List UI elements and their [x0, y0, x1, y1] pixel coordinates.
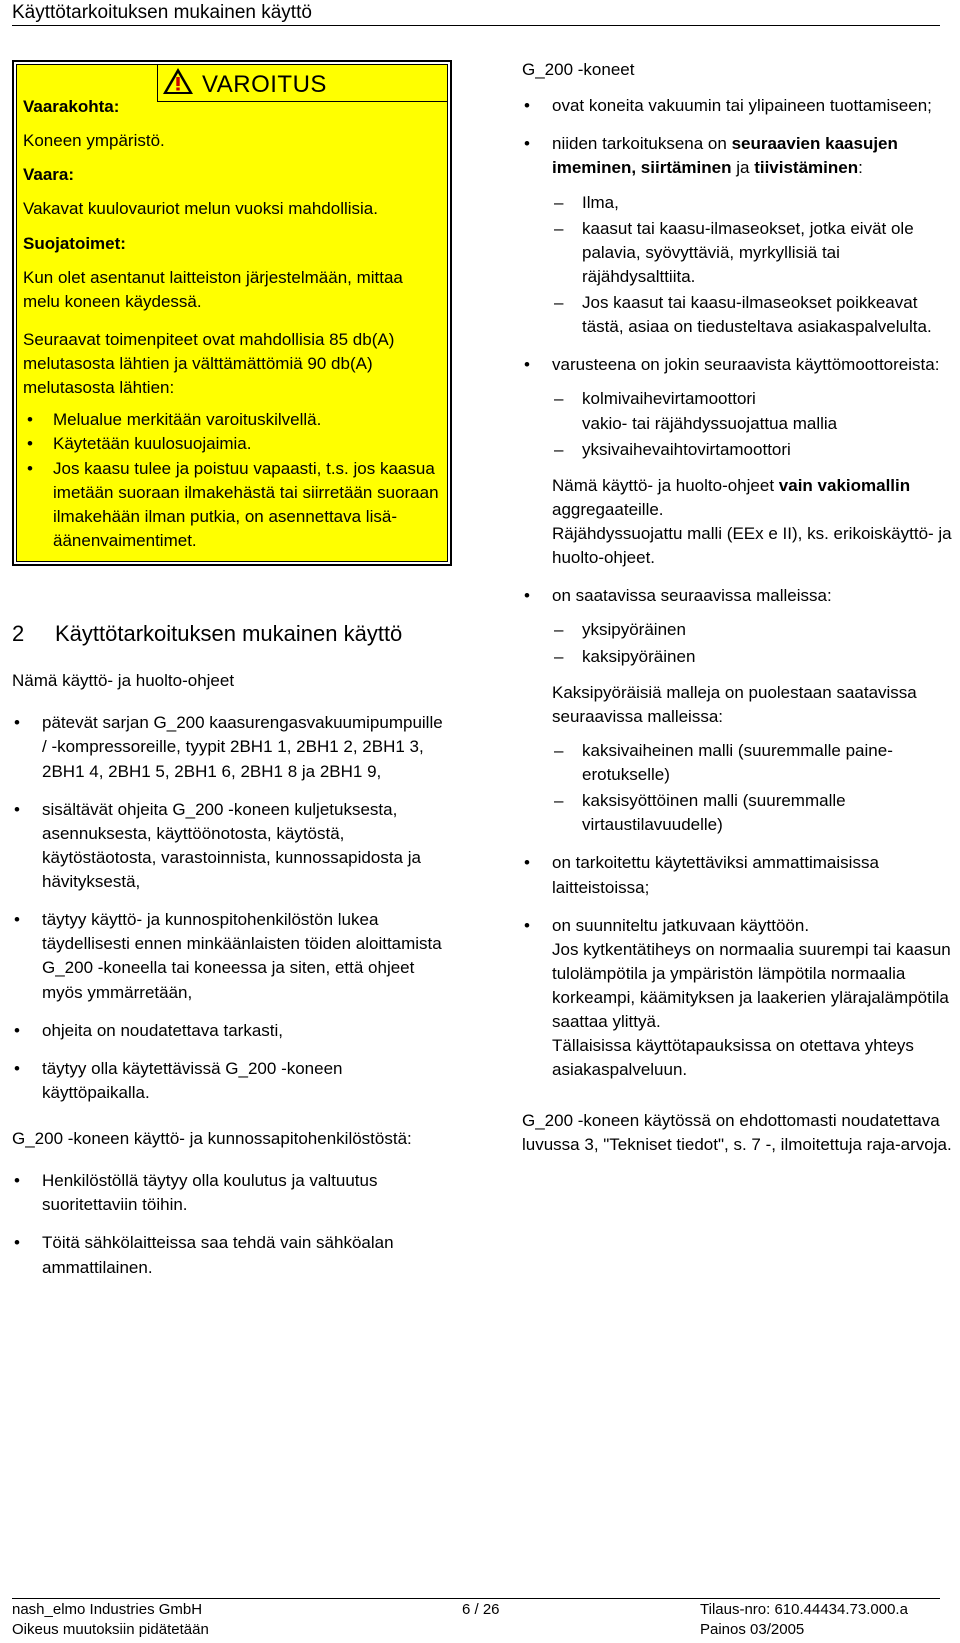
purpose-bold-2: tiivistäminen [754, 158, 859, 178]
list-item [552, 387, 952, 435]
motor-1-line-2: vakio- tai räjähdyssuojattua mallia [582, 413, 838, 433]
page-header-title: Käyttötarkoituksen mukainen käyttö [12, 2, 312, 23]
section-intro: Nämä käyttö- ja huolto-ohjeet [12, 671, 235, 691]
header-rule [12, 25, 940, 26]
warning-box [12, 60, 452, 566]
motor-intro: varusteena on jokin seuraavista käyttömoottoreista: [552, 355, 940, 375]
list-item [522, 914, 952, 1083]
machines-intro: G_200 -koneet [522, 60, 635, 79]
list-item: – Jos kaasut tai kaasu-ilmaseokset poikkeavat tästä, asiaa on tiedusteltava asiakaspalvelulta. [552, 291, 952, 339]
list-item: – Ilma, [552, 191, 952, 215]
list-item: • pätevät sarjan G_200 kaasurengasvakuumipumpuille / -kompressoreille, tyypit 2BH1 1, 2BH1 2, 2BH1 3, 2BH1 4, 2BH1 5, 2BH1 6, 2BH1 8 ja 2BH1 9, [12, 711, 452, 783]
list-item: – yksipyöräinen [552, 618, 952, 642]
staff-bullets [12, 1169, 452, 1280]
footer-rule [12, 1598, 940, 1599]
list-item: – kaasut tai kaasu-ilmaseokset, jotka eivät ole palavia, syövyttäviä, myrkyllisiä tai räjähdysalttiita. [552, 217, 952, 289]
section-title: Käyttötarkoituksen mukainen käyttö [55, 621, 403, 646]
models-intro: on saatavissa seuraavissa malleissa: [552, 586, 832, 606]
footer-page-number: 6 / 26 [462, 1601, 500, 1618]
list-item: • täytyy käyttö- ja kunnospitohenkilöstön lukea täydellisesti ennen minkäänlaisten töiden aloittamista G_200 -koneella tai koneessa ja siten, että ohjeet myös ymmärretään, [12, 908, 452, 1005]
list-item: • ovat koneita vakuumin tai ylipaineen tuottamiseen; [522, 94, 952, 118]
left-column [12, 60, 452, 1296]
measures-label: Suojatoimet: [23, 233, 126, 253]
note-pre: Nämä käyttö- ja huolto-ohjeet [552, 475, 779, 495]
list-item: – kaksivaiheinen malli (suuremmalle paine-erotukselle) [552, 739, 952, 787]
footer-order-number: Tilaus-nro: 610.44434.73.000.a [700, 1601, 908, 1618]
danger-text: Vakavat kuulovauriot melun vuoksi mahdollisia. [23, 199, 378, 219]
list-item [522, 584, 952, 837]
hazard-label: Vaarakohta: [23, 97, 120, 116]
purpose-mid: ja [731, 158, 755, 178]
models-list [552, 618, 952, 668]
continuous-use-detail: Jos kytkentätiheys on normaalia suurempi tai kaasun tulolämpötila ja ympäristön lämpötila normaalia korkeampi, käämityksen ja laakerien ylärajalämpötila saattaa ylittyä. [552, 939, 951, 1032]
measures-followup: Seuraavat toimenpiteet ovat mahdollisia 85 db(A) melutasosta lähtien ja välttämättömiä 90 db(A) melutasosta lähtien: [23, 329, 395, 398]
list-item [522, 132, 952, 339]
gases-list [552, 191, 952, 340]
hazard-text: Koneen ympäristö. [23, 131, 165, 151]
continuous-use-contact: Tällaisissa käyttötapauksissa on otettava yhteys asiakaspalveluun. [552, 1036, 914, 1080]
warning-box-inner [16, 64, 448, 562]
variants-list [552, 739, 952, 838]
list-item: • ohjeita on noudatettava tarkasti, [12, 1019, 452, 1043]
footer-right [700, 1600, 908, 1641]
warning-header [17, 65, 447, 103]
list-item: – kaksipyöräinen [552, 645, 952, 669]
list-item: • Töitä sähkölaitteissa saa tehdä vain sähköalan ammattilainen. [12, 1231, 452, 1279]
list-item: • on tarkoitettu käytettäviksi ammattimaisissa laitteistoissa; [522, 851, 952, 899]
warning-list [23, 408, 439, 553]
footer-left [12, 1600, 209, 1641]
purpose-bold-1: seuraavien kaasujen imeminen, siirtäminen [552, 134, 898, 178]
purpose-text: niiden tarkoituksena on [552, 134, 732, 154]
list-item [522, 353, 952, 570]
note-post: aggregaateille. [552, 499, 664, 519]
list-item: • Käytetään kuulosuojaimia. [23, 432, 439, 456]
double-impeller-note: Kaksipyöräisiä malleja on puolestaan saatavissa seuraavissa malleissa: [552, 682, 917, 726]
section-bullets [12, 711, 452, 1105]
list-item: • Melualue merkitään varoituskilvellä. [23, 408, 439, 432]
list-item: • Jos kaasu tulee ja poistuu vapaasti, t.s. jos kaasua imetään suoraan ilmakehästä tai siirretään suoraan ilmakehään ilman putkia, on asennettava lisä-äänenvaimentimet. [23, 457, 439, 554]
list-item: • sisältävät ohjeita G_200 -koneen kuljetuksesta, asennuksesta, käyttöönotosta, käytöstä, käytöstäotosta, varastoinnista, kunnossapidosta ja hävityksestä, [12, 798, 452, 895]
measures-text: Kun olet asentanut laitteiston järjestelmään, mittaa melu koneen käydessä. [23, 267, 403, 311]
right-column [522, 58, 952, 1169]
list-item: • Henkilöstöllä täytyy olla koulutus ja valtuutus suoritettaviin töihin. [12, 1169, 452, 1217]
footer-company: nash_elmo Industries GmbH [12, 1601, 203, 1618]
note-bold: vain vakiomallin [778, 475, 911, 495]
ex-model-note: Räjähdyssuojattu malli (EEx e II), ks. erikoiskäyttö- ja huolto-ohjeet. [552, 524, 952, 568]
machines-bullets [522, 94, 952, 1082]
warning-header-cell [157, 65, 447, 102]
warning-triangle-icon [162, 67, 194, 95]
motor-1-line-1: kolmivaihevirtamoottori [582, 389, 756, 409]
list-item: • täytyy olla käytettävissä G_200 -koneen käyttöpaikalla. [12, 1057, 452, 1105]
continuous-use-head: • on suunniteltu jatkuvaan käyttöön. [552, 915, 810, 935]
purpose-end: : [858, 158, 863, 178]
footer-rights: Oikeus muutoksiin pidätetään [12, 1621, 209, 1639]
danger-label: Vaara: [23, 165, 75, 185]
closing-paragraph: G_200 -koneen käytössä on ehdottomasti noudatettava luvussa 3, "Tekniset tiedot", s. 7 -, ilmoitettuja raja-arvoja. [522, 1110, 952, 1154]
staff-intro: G_200 -koneen käyttö- ja kunnossapitohenkilöstöstä: [12, 1129, 412, 1149]
section-number: 2 [12, 621, 25, 646]
footer-edition: Painos 03/2005 [700, 1621, 805, 1639]
list-item: – yksivaihevaihtovirtamoottori [552, 438, 952, 462]
standard-model-note [552, 474, 952, 522]
warning-body [17, 95, 447, 561]
section-heading [12, 618, 452, 649]
motors-list [552, 387, 952, 461]
list-item: – kaksisyöttöinen malli (suuremmalle virtaustilavuudelle) [552, 789, 952, 837]
warning-title: VAROITUS [202, 71, 327, 98]
